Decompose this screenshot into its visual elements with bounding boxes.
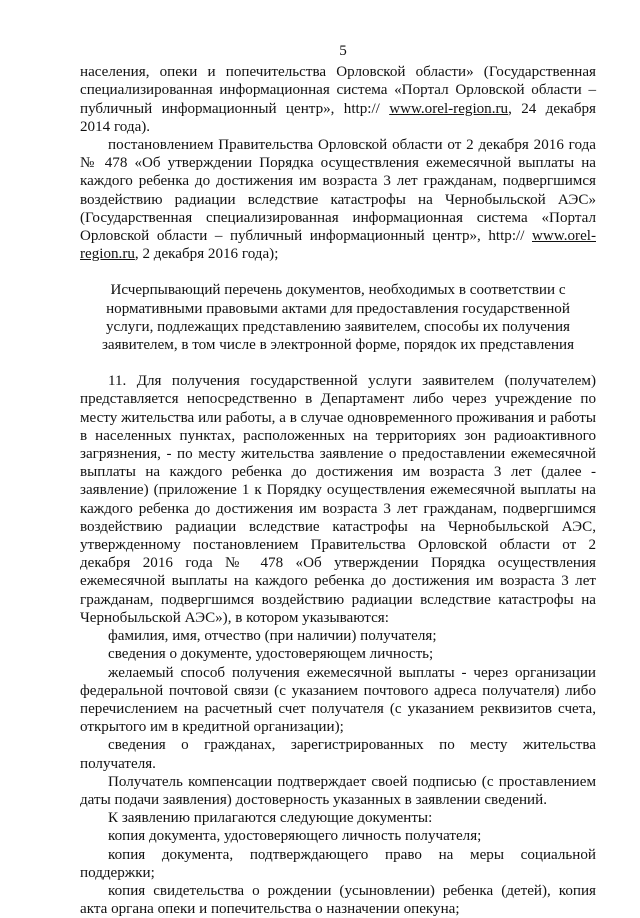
decree-text-tail: , 2 декабря 2016 года); <box>134 246 279 263</box>
paragraph-11: 11. Для получения государственной услуги заявителем (получателем) представляется непосредственно в Департамент либо через учреждение по месту жительства или работы, а в случае одновременного проживания и работы в населенных пунктах, расположенных на территориях зон радиоактивного загрязнения, - по месту жительства заявление о предоставлении ежемесячной выплаты на каждого ребенка до достижения им возраста 3 лет (далее - заявление) (приложение 1 к Порядку осуществления ежемесячной выплаты на каждого ребенка до достижения им возраста 3 лет гражданам, подвергшимся воздействию радиации вследствие катастрофы на Чернобыльской АЭС, утвержденному постановлением Правительства Орловской области от 2 декабря 2016 года № 478 «Об утверждении Порядка осуществления ежемесячной выплаты на каждого ребенка до достижения им возраста 3 лет гражданам, подвергшимся воздействию радиации вследствие катастрофы на Чернобыльской АЭС»), в котором указываются: <box>80 373 596 626</box>
list-item: фамилия, имя, отчество (при наличии) получателя; <box>108 628 437 645</box>
portal-link-2[interactable]: www.orel-region.ru <box>80 228 596 263</box>
list-item: копия свидетельства о рождении (усыновлении) ребенка (детей), копия акта органа опеки и попечительства о назначении опекуна; <box>80 882 596 918</box>
attachments-intro: К заявлению прилагаются следующие документы: <box>108 810 433 827</box>
list-item: сведения о гражданах, зарегистрированных по месту жительства получателя. <box>80 737 596 772</box>
intro-text: населения, опеки и попечительства Орловской области» (Государственная специализированная информационная система «Портал Орловской области – публичный информационный центр», http:// <box>80 64 596 117</box>
decree-paragraph <box>80 136 596 263</box>
signature-paragraph: Получатель компенсации подтверждает своей подписью (с проставлением даты подачи заявления) достоверность указанных в заявлении сведений. <box>80 773 596 808</box>
list-item: желаемый способ получения ежемесячной выплаты - через организации федеральной почтовой связи (с указанием почтового адреса получателя) либо перечислением на расчетный счет получателя (с указанием реквизитов счета, открытого им в кредитной организации); <box>80 664 596 736</box>
decree-text: постановлением Правительства Орловской области от 2 декабря 2016 года № 478 «Об утверждении Порядка осуществления ежемесячной выплаты на каждого ребенка до достижения им возраста 3 лет гражданам, подвергшимся воздействию радиации вследствие катастрофы на Чернобыльской АЭС» (Государственная специализированная информационная система «Портал Орловской области – публичный информационный центр», http:// <box>80 137 596 245</box>
list-item: копия документа, удостоверяющего личность получателя; <box>108 828 482 845</box>
list-item: копия документа, подтверждающего право на меры социальной поддержки; <box>80 846 596 881</box>
intro-text-tail: , 24 декабря 2014 года). <box>80 100 596 135</box>
portal-link[interactable]: www.orel-region.ru <box>389 100 509 117</box>
section-heading: Исчерпывающий перечень документов, необходимых в соответствии с нормативными правовыми актами для предоставления государственной услуги, подлежащих представлению заявителем, способы их получения заявителем, в том числе в электронной форме, порядок их представления <box>101 282 575 354</box>
list-item: сведения о документе, удостоверяющем личность; <box>108 646 434 663</box>
intro-paragraph <box>80 63 596 136</box>
page-number: 5 <box>339 43 347 59</box>
